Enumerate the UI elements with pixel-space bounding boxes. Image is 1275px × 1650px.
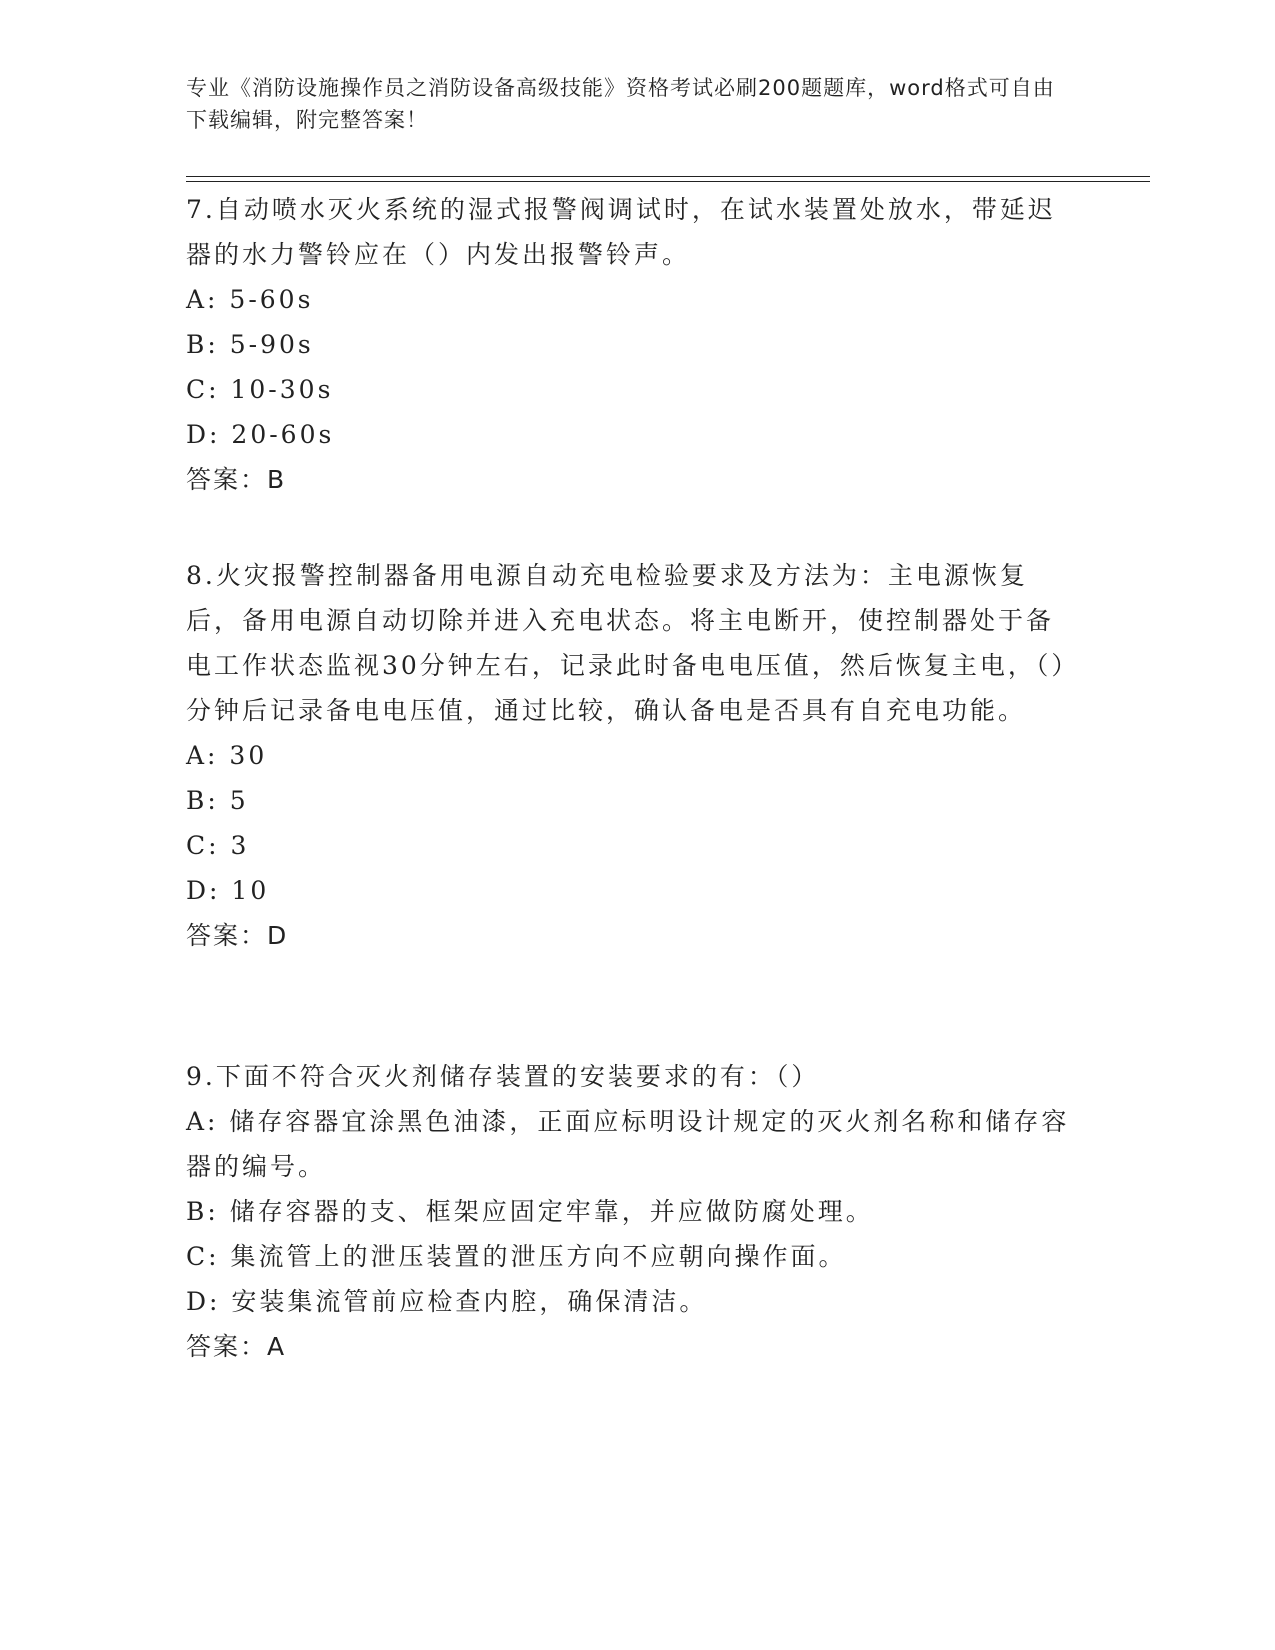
header-divider-top (186, 176, 1150, 177)
question-8 (186, 553, 1076, 958)
question-stem: 7.自动喷水灭火系统的湿式报警阀调试时，在试水装置处放水，带延迟器的水力警铃应在（）内发出报警铃声。 (186, 195, 1056, 269)
option-b: B: 储存容器的支、框架应固定牢靠，并应做防腐处理。 (186, 1197, 874, 1226)
option-a: A: 储存容器宜涂黑色油漆，正面应标明设计规定的灭火剂名称和储存容器的编号。 (186, 1107, 1070, 1181)
answer-line: 答案：A (186, 1332, 287, 1361)
option-c: C: 集流管上的泄压装置的泄压方向不应朝向操作面。 (186, 1242, 847, 1271)
option-c: C: 10-30s (186, 375, 334, 404)
option-b: B: 5 (186, 786, 249, 815)
option-c: C: 3 (186, 831, 250, 860)
answer-line: 答案：B (186, 465, 287, 494)
header-divider-bottom (186, 181, 1150, 182)
option-a: A: 30 (186, 741, 268, 770)
document-header: 专业《消防设施操作员之消防设备高级技能》资格考试必刷200题题库，word格式可自由下载编辑，附完整答案！ (186, 76, 1055, 132)
question-7 (186, 187, 1076, 502)
question-stem: 9.下面不符合灭火剂储存装置的安装要求的有：（） (186, 1062, 820, 1091)
option-b: B: 5-90s (186, 330, 314, 359)
option-d: D: 10 (186, 876, 270, 905)
question-9 (186, 1054, 1076, 1369)
answer-line: 答案：D (186, 921, 289, 950)
question-stem: 8.火灾报警控制器备用电源自动充电检验要求及方法为：主电源恢复后，备用电源自动切除并进入充电状态。将主电断开，使控制器处于备电工作状态监视30分钟左右，记录此时备电电压值，然后恢复主电，（）分钟后记录备电电压值，通过比较，确认备电是否具有自充电功能。 (186, 561, 1067, 725)
option-a: A: 5-60s (186, 285, 314, 314)
option-d: D: 20-60s (186, 420, 335, 449)
option-d: D: 安装集流管前应检查内腔，确保清洁。 (186, 1287, 708, 1316)
